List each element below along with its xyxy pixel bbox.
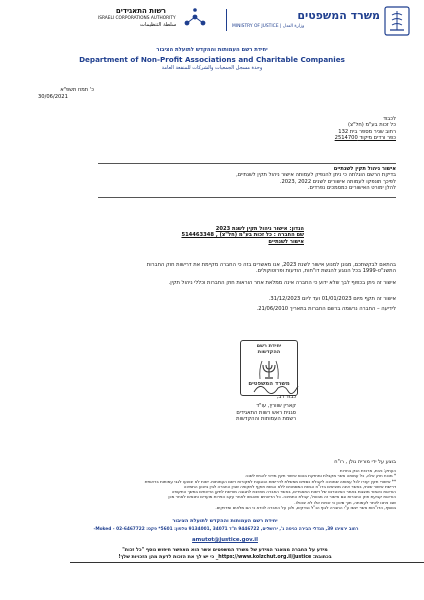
letter-body	[26, 262, 396, 312]
recipient-street: רחוב שניר מספר בית 132	[338, 128, 396, 135]
unit-title-en: Department of Non-Profit Associations and Charitable Companies	[79, 55, 345, 64]
footnote-line: בוצע על ידי מורית גולן , רו"ח	[334, 459, 396, 465]
gregorian-date: 30/06/2021	[38, 94, 68, 100]
footer-address: רחוב ירמיהו 39, מגדלי הבירה כניסה ג', ירושלים, 9446722 ת"ד 34071 ,9134001 טלפון: 5601* פקס: 02-6467722 - Moked-	[93, 527, 359, 532]
notice-line-2: לפיכך תונפקו לעמותה אישורים לשנים 2022 ,2023.	[279, 178, 396, 185]
signature-closing: כבוד רב,	[276, 394, 296, 400]
footnote-line: העתק: ניבת, מרכזת הנק בחרות	[339, 468, 396, 473]
unit-title-ar: وحدة مسجل الجمعيات والشركات للمنفعة العامة	[161, 65, 263, 71]
validity-statement: אישור זה תקף מיום 01/01/2023 ועד ליום 31/12/2023.	[268, 296, 396, 303]
footnote-line: דרישת אישור שנתי, באשר אינה מוציאים בדו"ח הגשת המסמכים ללא הגשת תוקף לתקופה שבין החברה לבין ביצוע התמיכה	[183, 483, 396, 489]
section-divider	[98, 163, 396, 164]
authority-name: רשות התאגידים	[115, 7, 166, 15]
recipient-block	[236, 116, 396, 142]
ministry-emblem-icon	[384, 6, 410, 36]
ministry-name: משרד המשפטים	[297, 9, 380, 22]
authority-name-en: ISRAELI CORPORATIONS AUTHORITY	[98, 16, 176, 21]
body-paragraph-3: אישור זה ניתן בכפוף לבך שלא ידוע כי החברה אינה ממלאת אחר הוראות חוק החברות וכללי ניהול תקין.	[168, 279, 396, 286]
recipient-company: כל זכות בע"מ (חל"צ)	[347, 122, 396, 129]
footnote-line: ** אישורי תקין יעזרו לכל עמותה שמכינה לקבלת כספים ממשלת לדרישות הנוגעות למקורות רשם העמותות. ישות לא יבוצעו לגבי עמותות בראשית	[144, 478, 396, 484]
footnote-line: הוראות קביעת חוק החברות וגם אישור זה מבוטל, קבלת התמיכה. כל הדיווחים שהוגשו לאחר עקב הפרות מועדים ותנאים לאחר מכן	[168, 494, 396, 500]
subject-block	[64, 226, 304, 245]
footnote-line: שבו ניתנו ליותר לעמותה, תוך סיכון כי זכויות אלו לא יבוטלו.	[294, 499, 396, 505]
menorah-emblem-icon	[258, 357, 280, 381]
footnote-line: הוראות כאמור מוצגות באתר האינטרנט של רשות התאגידים, באשר החברה מחויבת לתגובה מורשת לתקן הדיווחים במשך התקופה	[171, 489, 396, 495]
signature-block	[176, 394, 296, 423]
header-divider	[226, 9, 227, 31]
notice-line-3: להלן ימורט האישורים כמסמכים נפרדים.	[307, 185, 396, 192]
footer-unit: יחידת רשם העמותות וההקדש לתועלת הציבור	[172, 518, 278, 524]
subject-line-2: שם החברה : כל זכות בע"מ (חל"צ) , 514463348	[181, 232, 304, 239]
body-paragraph-1: בהתאם לבקשתכם, מגונן למנוע אישור לשנת 2023, אנו מאשרים בזה כי החברה מקיימת את דרישות חוק החברות	[146, 262, 396, 268]
signer-role-1: סגנית ראש רשות התאגידים	[236, 409, 296, 416]
stamp-line-3: משרד המשפטים	[248, 381, 290, 387]
recipient-salutation: לכבוד	[383, 116, 396, 122]
signer-role-2: רשמת העמותות וההקדשות	[236, 416, 296, 423]
notice-line-1: בדיקת הרשם הוגלתה כי ניתן להנפיק לעמותה אישור ניהול תקין לשנתיים,	[236, 172, 396, 179]
authority-name-ar: سلطة التنظيمات	[140, 22, 177, 28]
footer-email-link[interactable]: amutot@justice.gov.il	[192, 537, 258, 543]
body-paragraph-2: התשנ"ט-1999 בכל הנוגע להגשת דו"חות, הודעות ופרוטוקולים.	[255, 268, 396, 275]
stamp-line-1: יחידת רשם	[256, 343, 282, 349]
notice-title: אישור ניהול תקין לשנתיים	[333, 166, 396, 172]
registration-note: לידיעה – החברה נרשמה ברשם החברות בתאריך 21/06/2010.	[256, 305, 396, 312]
subject-line-1: הנדון: אישור ניהול תקין לשנת 2023	[215, 226, 304, 232]
recipient-city: כפר ורדים מיקוד 2514700	[334, 135, 396, 142]
subject-line-3: אישור לשנתיים	[268, 238, 304, 245]
hebrew-date: כ' תמוז תשפ"א	[60, 87, 94, 93]
kolzchut-notice-1: מידע על החברה ממאגר המידע של משרד המשפטים אשר הוא מאפשר חיפוש נוסף "כל זכות"	[122, 548, 328, 553]
footnote-line: * מכוח חוק אלה, כל עמותה אשר מקבלת ומחזקת בנכס אישור תקין מדיני להגיש לשנה	[245, 473, 396, 479]
footnotes	[20, 459, 396, 510]
unit-title-he: יחידת רשם העמותות וההקדש לתועלת הציבור	[156, 47, 268, 53]
kolzchut-notice-2[interactable]: בכתובת: https://www.kolzchut.org.il/justice_ כי יש לך את הזכות לדעת מהן הזכויות שלך!	[118, 555, 332, 560]
footer-rule	[70, 562, 424, 563]
corporations-authority-logo-icon	[182, 7, 208, 29]
footnote-line: בנוסף, הדו"חות אשר ייגשו ע"י החברה לגוף הנ"ל נבדקים, ולכן על החברה לוודא כי הם מלאים ומדויקים.	[215, 505, 396, 511]
section-divider	[98, 197, 396, 198]
notice-block	[66, 166, 396, 192]
stamp-line-2: ההקדשות	[257, 349, 281, 355]
ministry-name-en-ar: MINISTRY OF JUSTICE | وزارة العدل	[232, 24, 305, 29]
signer-name: קארין שוורץ, עו"ד	[256, 403, 296, 410]
